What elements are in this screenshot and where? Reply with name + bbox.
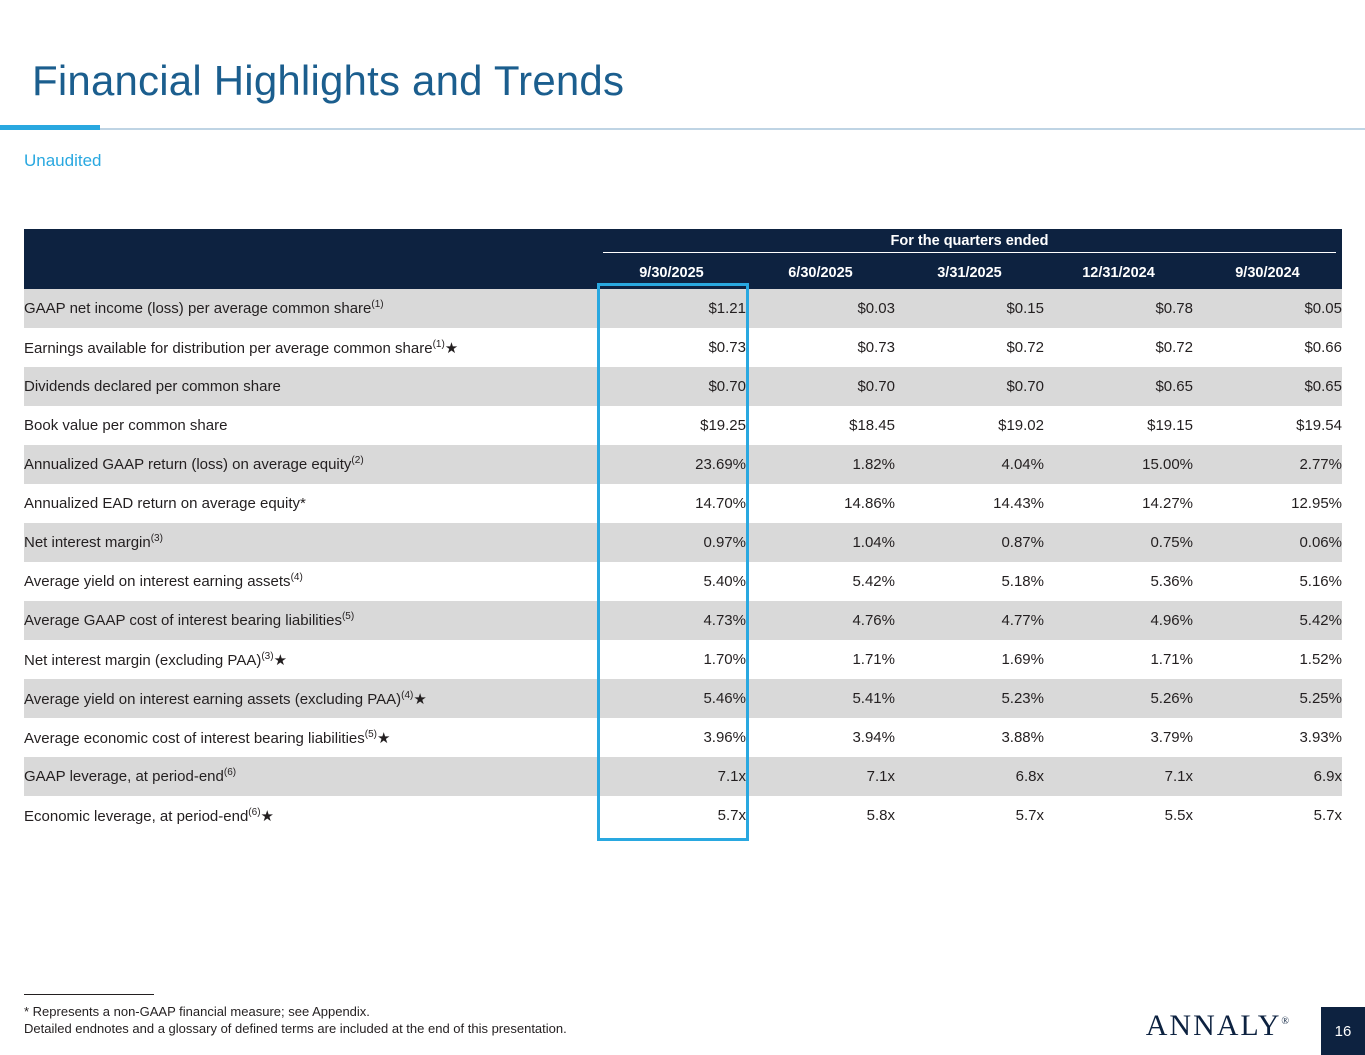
row-nongaap-marker: ★ (444, 339, 459, 357)
table-cell-value: $0.66 (1193, 328, 1342, 367)
row-label-text: Dividends declared per common share (24, 378, 281, 395)
table-group-header (597, 229, 1342, 257)
table-cell-value: 7.1x (746, 757, 895, 796)
row-label-text: Average GAAP cost of interest bearing liabilities (24, 612, 342, 629)
row-label-text: Annualized GAAP return (loss) on average equity (24, 456, 352, 473)
row-label (24, 757, 597, 796)
row-footnote-marker: (1) (371, 299, 384, 310)
table-cell-value: $0.70 (746, 367, 895, 406)
footnote-divider (24, 994, 154, 995)
table-cell-value: 14.86% (746, 484, 895, 523)
row-label (24, 367, 597, 406)
table-cell-value: $0.65 (1193, 367, 1342, 406)
table-cell-value: 7.1x (597, 757, 746, 796)
table-cell-value: 4.73% (597, 601, 746, 640)
table-cell-value: 4.77% (895, 601, 1044, 640)
column-header-q4: 12/31/2024 (1082, 265, 1155, 281)
row-footnote-marker: (4) (401, 689, 414, 701)
row-label-text: Net interest margin (24, 534, 151, 551)
row-label-text: Average yield on interest earning assets (24, 573, 291, 590)
row-label (24, 679, 597, 718)
annaly-logo-text: ANNALY (1145, 1009, 1282, 1042)
row-label-text: Average yield on interest earning assets (excluding PAA) (24, 690, 402, 708)
table-cell-value: 5.26% (1044, 679, 1193, 718)
footnote-nongaap: * Represents a non-GAAP financial measure; see Appendix. (24, 1004, 370, 1019)
table-cell-value: 4.76% (746, 601, 895, 640)
table-cell-value: $0.15 (895, 289, 1044, 328)
table-cell-value: 1.71% (746, 640, 895, 679)
row-footnote-marker: (1) (432, 338, 445, 350)
table-cell-value: 1.82% (746, 445, 895, 484)
row-label (24, 523, 597, 562)
title-accent-bar (0, 125, 100, 130)
row-label (24, 562, 597, 601)
table-cell-value: 1.04% (746, 523, 895, 562)
table-cell-value: 5.36% (1044, 562, 1193, 601)
row-label-text: Net interest margin (excluding PAA) (24, 651, 262, 669)
table-cell-value: 5.5x (1044, 796, 1193, 835)
table-cell-value: 4.96% (1044, 601, 1193, 640)
column-header-q2: 6/30/2025 (788, 265, 853, 281)
registered-mark-icon: ® (1281, 1016, 1291, 1027)
footnote-endnotes: Detailed endnotes and a glossary of defined terms are included at the end of this presentation. (24, 1021, 567, 1036)
table-cell-value: 1.69% (895, 640, 1044, 679)
table-cell-value: 14.70% (597, 484, 746, 523)
table-cell-value: 6.8x (895, 757, 1044, 796)
table-cell-value: $0.72 (895, 328, 1044, 367)
row-nongaap-marker: ★ (260, 807, 274, 825)
table-row (24, 406, 1342, 445)
row-nongaap-marker: ★ (273, 651, 288, 669)
table-cell-value: 5.8x (746, 796, 895, 835)
table-group-header-label: For the quarters ended (603, 233, 1336, 253)
table-row (24, 484, 1342, 523)
table-cell-value: $0.70 (895, 367, 1044, 406)
row-nongaap-marker: ★ (376, 729, 391, 747)
table-cell-value: 5.7x (1193, 796, 1342, 835)
row-label (24, 484, 597, 523)
table-row (24, 679, 1342, 718)
row-label (24, 328, 597, 367)
table-row (24, 640, 1342, 679)
table-cell-value: 0.06% (1193, 523, 1342, 562)
table-cell-value: 5.40% (597, 562, 746, 601)
table-cell-value: $0.73 (746, 328, 895, 367)
row-label (24, 289, 597, 328)
table-cell-value: $0.72 (1044, 328, 1193, 367)
table-cell-value: 5.42% (1193, 601, 1342, 640)
table-cell-value: 3.79% (1044, 718, 1193, 757)
table-row (24, 289, 1342, 328)
table-cell-value: $19.15 (1044, 406, 1193, 445)
table-cell-value: 14.43% (895, 484, 1044, 523)
table-cell-value: $19.25 (597, 406, 746, 445)
table-cell-value: $18.45 (746, 406, 895, 445)
row-label-text: Book value per common share (24, 417, 228, 434)
row-footnote-marker: (6) (223, 767, 237, 778)
table-header-blank (24, 257, 597, 289)
table-cell-value: 3.96% (597, 718, 746, 757)
table-cell-value: $19.54 (1193, 406, 1342, 445)
row-footnote-marker: (5) (364, 728, 377, 740)
table-row (24, 796, 1342, 835)
row-label (24, 796, 597, 835)
table-cell-value: 0.75% (1044, 523, 1193, 562)
row-label (24, 640, 597, 679)
table-cell-value: $0.70 (597, 367, 746, 406)
table-cell-value: 5.16% (1193, 562, 1342, 601)
table-cell-value: 1.70% (597, 640, 746, 679)
table-cell-value: 5.18% (895, 562, 1044, 601)
table-cell-value: 5.7x (597, 796, 746, 835)
table-cell-value: 3.94% (746, 718, 895, 757)
table-cell-value: 14.27% (1044, 484, 1193, 523)
page-number-badge: 16 (1321, 1007, 1365, 1055)
row-label (24, 406, 597, 445)
table-cell-value: 2.77% (1193, 445, 1342, 484)
table-cell-value: $0.05 (1193, 289, 1342, 328)
row-footnote-marker: (5) (341, 611, 355, 622)
table-cell-value: 5.41% (746, 679, 895, 718)
table-cell-value: 12.95% (1193, 484, 1342, 523)
row-label (24, 601, 597, 640)
table-row (24, 718, 1342, 757)
table-cell-value: $19.02 (895, 406, 1044, 445)
table-row (24, 367, 1342, 406)
column-header-q3: 3/31/2025 (937, 265, 1002, 281)
table-cell-value: 5.7x (895, 796, 1044, 835)
column-header-q1: 9/30/2025 (639, 265, 704, 281)
table-cell-value: $0.65 (1044, 367, 1193, 406)
table-cell-value: $0.78 (1044, 289, 1193, 328)
annaly-logo (1146, 1009, 1291, 1043)
row-label-text: Economic leverage, at period-end (24, 807, 249, 825)
row-label (24, 445, 597, 484)
table-body (24, 289, 1342, 835)
row-footnote-marker: (4) (290, 572, 303, 583)
row-label-text: GAAP net income (loss) per average common share (24, 300, 372, 317)
row-footnote-marker: (3) (150, 533, 163, 544)
table-cell-value: $0.73 (597, 328, 746, 367)
table-cell-value: 1.71% (1044, 640, 1193, 679)
table-row (24, 445, 1342, 484)
row-label (24, 718, 597, 757)
table-head (24, 229, 1342, 289)
row-label-text: Earnings available for distribution per average common share (24, 339, 433, 357)
row-footnote-marker: (6) (248, 806, 261, 818)
table-group-header-row (24, 229, 1342, 257)
table-cell-value: 3.93% (1193, 718, 1342, 757)
table-cell-value: 0.97% (597, 523, 746, 562)
row-label-text: Average economic cost of interest bearing liabilities (24, 729, 365, 747)
row-footnote-marker: (3) (261, 650, 274, 662)
table-cell-value: 3.88% (895, 718, 1044, 757)
table-cell-value: $0.03 (746, 289, 895, 328)
table-cell-value: 5.42% (746, 562, 895, 601)
row-footnote-marker: (2) (351, 455, 364, 466)
title-divider (0, 128, 1365, 130)
table-cell-value: $1.21 (597, 289, 746, 328)
table-cell-value: 5.25% (1193, 679, 1342, 718)
table-column-header-row (24, 257, 1342, 289)
table-corner-cell (24, 229, 597, 257)
table-row (24, 328, 1342, 367)
table-cell-value: 23.69% (597, 445, 746, 484)
financial-table-container (24, 229, 1342, 835)
column-header-q5: 9/30/2024 (1235, 265, 1300, 281)
table-row (24, 523, 1342, 562)
table-row (24, 601, 1342, 640)
row-label-text: GAAP leverage, at period-end (24, 768, 224, 785)
financial-table (24, 229, 1342, 835)
table-cell-value: 6.9x (1193, 757, 1342, 796)
table-cell-value: 1.52% (1193, 640, 1342, 679)
table-row (24, 757, 1342, 796)
table-cell-value: 15.00% (1044, 445, 1193, 484)
table-row (24, 562, 1342, 601)
table-cell-value: 7.1x (1044, 757, 1193, 796)
table-cell-value: 4.04% (895, 445, 1044, 484)
row-nongaap-marker: ★ (413, 690, 427, 708)
page-title: Financial Highlights and Trends (32, 57, 625, 104)
row-label-text: Annualized EAD return on average equity* (24, 495, 306, 512)
subtitle-unaudited: Unaudited (24, 151, 102, 170)
table-cell-value: 5.23% (895, 679, 1044, 718)
table-cell-value: 5.46% (597, 679, 746, 718)
table-cell-value: 0.87% (895, 523, 1044, 562)
